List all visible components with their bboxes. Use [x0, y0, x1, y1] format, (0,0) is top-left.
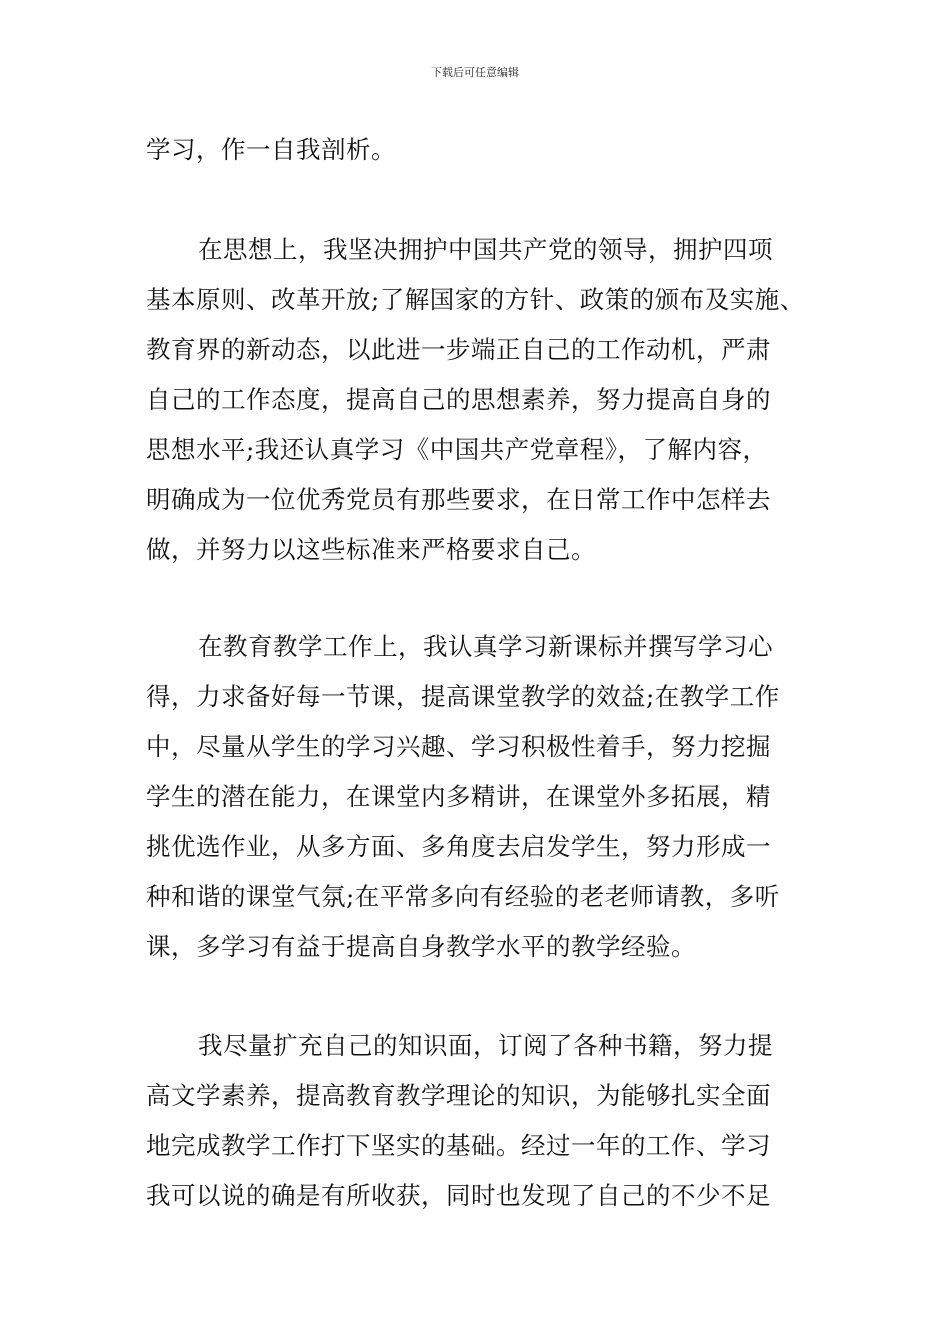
- text-line: 做，并努力以这些标准来严格要求自己。: [146, 535, 596, 564]
- text-line: 中，尽量从学生的学习兴趣、学习积极性着手，努力挖掘: [146, 732, 771, 761]
- text-line: 课，多学习有益于提高自身教学水平的教学经验。: [146, 932, 696, 961]
- paragraph-continuation: [146, 125, 846, 175]
- text-line: 明确成为一位优秀党员有那些要求，在日常工作中怎样去: [146, 485, 771, 514]
- text-line: 思想水平;我还认真学习《中国共产党章程》，了解内容，: [146, 435, 768, 464]
- text-line: 高文学素养，提高教育教学理论的知识，为能够扎实全面: [146, 1081, 771, 1110]
- text-line: 自己的工作态度，提高自己的思想素养，努力提高自身的: [146, 385, 771, 414]
- text-line: 在思想上，我坚决拥护中国共产党的领导，拥护四项: [198, 235, 773, 264]
- text-line: 得，力求备好每一节课，提高课堂教学的效益;在教学工作: [146, 682, 780, 711]
- text-line: 基本原则、改革开放;了解国家的方针、政策的颁布及实施、: [146, 285, 805, 314]
- text-line: 教育界的新动态，以此进一步端正自己的工作动机，严肃: [146, 335, 771, 364]
- text-line: 地完成教学工作打下坚实的基础。经过一年的工作、学习: [146, 1131, 771, 1160]
- text-line: 学习，作一自我剖析。: [146, 135, 396, 164]
- paragraph-teaching: [146, 622, 846, 972]
- paragraph-ideology: [146, 225, 846, 575]
- text-line: 挑优选作业，从多方面、多角度去启发学生，努力形成一: [146, 832, 771, 861]
- page-header-note: 下载后可任意编辑: [431, 66, 519, 79]
- paragraph-knowledge: [146, 1021, 846, 1221]
- text-line: 种和谐的课堂气氛;在平常多向有经验的老老师请教，多听: [146, 882, 780, 911]
- text-line: 我尽量扩充自己的知识面，订阅了各种书籍，努力提: [198, 1031, 773, 1060]
- text-line: 我可以说的确是有所收获，同时也发现了自己的不少不足: [146, 1181, 771, 1210]
- text-line: 学生的潜在能力，在课堂内多精讲，在课堂外多拓展，精: [146, 782, 771, 811]
- text-line: 在教育教学工作上，我认真学习新课标并撰写学习心: [198, 632, 773, 661]
